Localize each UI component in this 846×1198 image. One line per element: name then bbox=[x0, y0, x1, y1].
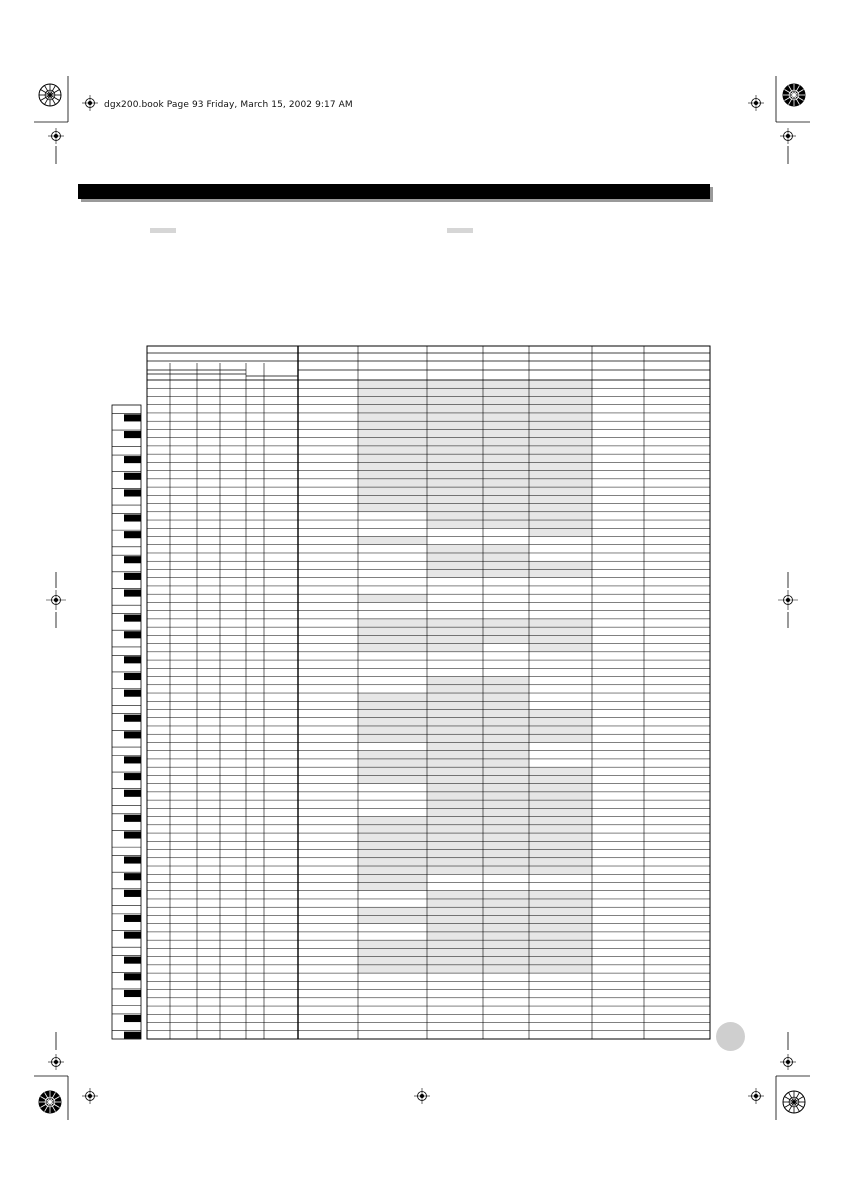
black-key bbox=[124, 615, 141, 622]
black-key bbox=[124, 815, 141, 822]
black-key bbox=[124, 890, 141, 897]
black-key bbox=[124, 573, 141, 580]
black-key bbox=[124, 715, 141, 722]
black-key bbox=[124, 973, 141, 980]
black-key bbox=[124, 1015, 141, 1022]
black-key bbox=[124, 473, 141, 480]
black-key bbox=[124, 915, 141, 922]
shaded-cell-block bbox=[529, 380, 592, 537]
black-key bbox=[124, 990, 141, 997]
black-key bbox=[124, 556, 141, 563]
black-key bbox=[124, 531, 141, 538]
shaded-cell-block bbox=[358, 594, 427, 602]
black-key bbox=[124, 673, 141, 680]
black-key bbox=[124, 456, 141, 463]
shaded-cell-block bbox=[529, 767, 592, 874]
shaded-cell-block bbox=[358, 817, 427, 858]
black-key bbox=[124, 731, 141, 738]
keyboard-outline bbox=[112, 405, 141, 1039]
shaded-cell-block bbox=[427, 751, 483, 875]
shaded-cell-block bbox=[358, 537, 427, 545]
black-key bbox=[124, 932, 141, 939]
keyboard-keys-icon bbox=[112, 405, 141, 1039]
black-key bbox=[124, 590, 141, 597]
black-key bbox=[124, 831, 141, 838]
print-file-note: dgx200.book Page 93 Friday, March 15, 2002 9:17 AM bbox=[104, 100, 353, 110]
black-key bbox=[124, 790, 141, 797]
black-key bbox=[124, 414, 141, 421]
black-key bbox=[124, 957, 141, 964]
black-key bbox=[124, 773, 141, 780]
black-key bbox=[124, 489, 141, 496]
black-key bbox=[124, 873, 141, 880]
black-key bbox=[124, 514, 141, 521]
black-key bbox=[124, 431, 141, 438]
black-key bbox=[124, 656, 141, 663]
black-key bbox=[124, 690, 141, 697]
shaded-cell-block bbox=[483, 619, 529, 644]
shaded-cell-block bbox=[483, 751, 529, 875]
black-key bbox=[124, 1032, 141, 1039]
black-key bbox=[124, 856, 141, 863]
black-key bbox=[124, 756, 141, 763]
black-key bbox=[124, 631, 141, 638]
